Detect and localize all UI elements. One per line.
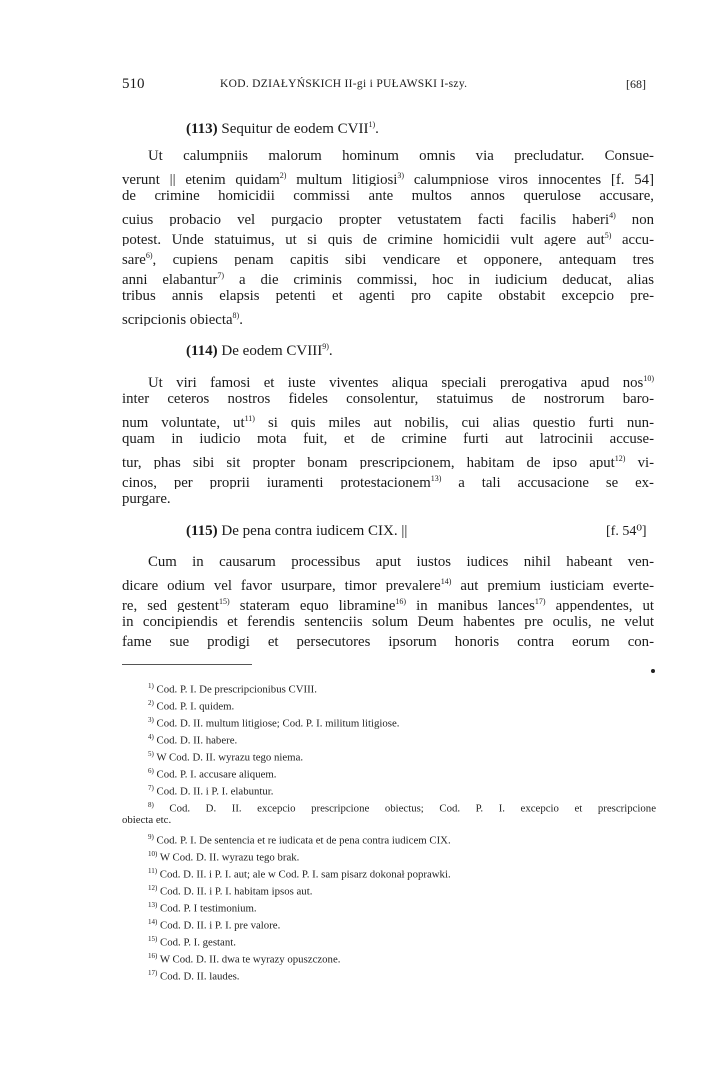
footnote: $^{15)}$ Cod. P. I. gestant. (148, 935, 236, 949)
text-line: Cum in causarum processibus aput iustos iudices nihil habeant ven- (148, 554, 654, 570)
footnote: $^{5)}$ W Cod. D. II. wyrazu tego niema. (148, 750, 304, 764)
text-line: fame sue prodigi et persecutores ipsorum honoris contra eorum con- (122, 634, 654, 650)
section-title: De pena contra iudicem CIX. || (221, 523, 408, 539)
text-line: cinos, per proprii iuramenti protestacionem$^{13)}$ a tali accusacione se ex- (122, 474, 654, 489)
running-title: KOD. DZIAŁYŃSKICH II-gi i PUŁAWSKI I-szy. (220, 78, 468, 90)
footnote: $^{8)}$ Cod. D. II. excepcio prescripcione obiectus; Cod. P. I. excepcio et prescripcione (148, 801, 656, 815)
ink-dot (651, 669, 655, 673)
footnote: $^{2)}$ Cod. P. I. quidem. (148, 699, 235, 713)
text-line: dicare odium vel favor usurpare, timor prevalere$^{14)}$ aut premium iusticiam everte- (122, 577, 654, 592)
footnote: $^{14)}$ Cod. D. II. i P. I. pre valore. (148, 918, 281, 932)
footnote: $^{17)}$ Cod. D. II. laudes. (148, 969, 240, 983)
footnote: $^{3)}$ Cod. D. II. multum litigiose; Cod. P. I. militum litigiose. (148, 716, 400, 730)
text-line: in concipiendis et ferendis sentenciis solum Deum habentes pre oculis, ne velut (122, 614, 654, 630)
section-heading-115 (186, 523, 407, 540)
text-line: verunt || etenim quidam$^{2)}$ multum litigiosi$^{3)}$ calumpniose viros innocentes [f. 54] (122, 171, 654, 186)
section-title: De eodem CVIII (221, 343, 323, 359)
section-title: Sequitur de eodem CVII (221, 121, 369, 137)
text-line: cuius probacio vel purgacio propter vetustatem facti facilis haberi$^{4)}$ non (122, 211, 654, 226)
text-line: potest. Unde statuimus, ut si quis de crimine homicidii vult agere aut$^{5)}$ accu- (122, 231, 654, 246)
text-line: Ut calumpniis malorum hominum omnis via precludatur. Consue- (148, 148, 654, 164)
footnote: $^{4)}$ Cod. D. II. habere. (148, 733, 238, 747)
running-header (0, 76, 720, 98)
footnote: $^{1)}$ Cod. P. I. De prescripcionibus CVIII. (148, 682, 317, 696)
footnote: $^{11)}$ Cod. D. II. i P. I. aut; ale w Cod. P. I. sam pisarz dokonał poprawki. (148, 867, 451, 881)
text-line: re, sed gestent$^{15)}$ stateram equo libramine$^{16)}$ in manibus lances$^{17)}$ appendentes, ut (122, 597, 654, 612)
section-heading-114: (114) De eodem CVIII$^{9)}$. (186, 342, 333, 359)
footnote: $^{7)}$ Cod. D. II. i P. I. elabuntur. (148, 784, 274, 798)
text-line: anni elabantur$^{7)}$ a die criminis commissi, hoc in iudicium deducat, alias (122, 271, 654, 286)
section-heading-113: (113) Sequitur de eodem CVII$^{1)}$. (186, 120, 379, 137)
text-line: inter ceteros nostros fideles consolentur, statuimus de nostrorum baro- (122, 391, 654, 407)
section-number: (115) (186, 523, 218, 539)
section-number: (114) (186, 343, 218, 359)
page-number: 510 (122, 76, 145, 92)
footnote-ref: 9) (322, 342, 329, 351)
footnote-ref: 1) (368, 120, 376, 129)
footnote: $^{12)}$ Cod. D. II. i P. I. habitam ipsos aut. (148, 884, 313, 898)
text-line: tur, phas sibi sit propter bonam prescripcionem, habitam de ipso aput$^{12)}$ vi- (122, 454, 654, 469)
folio-marker: [f. 54⁰] (606, 524, 647, 539)
footnote: $^{6)}$ Cod. P. I. accusare aliquem. (148, 767, 277, 781)
text-line: num voluntate, $ut^{11)}$ si quis miles aut nobilis, cui alias questio furti nun- (122, 414, 654, 429)
folio-number: [68] (626, 77, 646, 91)
text-line: tribus annis elapsis petenti et agenti pro capite obstabit excepcio pre- (122, 288, 654, 304)
footnote-divider (122, 664, 252, 665)
text-line: scripcionis obiecta$^{8)}$. (122, 311, 243, 326)
footnote-continuation: obiecta etc. (122, 814, 172, 826)
footnote: $^{13)}$ Cod. P. I testimonium. (148, 901, 257, 915)
text-line: quam in iudicio mota fuit, et de crimine furti aut latrocinii accuse- (122, 431, 654, 447)
text-line: purgare. (122, 491, 171, 507)
text-line: sare$^{6)}$, cupiens penam capitis sibi vendicare et opponere, antequam tres (122, 251, 654, 266)
footnote: $^{16)}$ W Cod. D. II. dwa te wyrazy opuszczone. (148, 952, 341, 966)
section-number: (113) (186, 121, 218, 137)
footnote: $^{10)}$ W Cod. D. II. wyrazu tego brak. (148, 850, 300, 864)
text-line: Ut viri famosi et iuste viventes aliqua speciali prerogativa apud nos$^{10)}$ (148, 374, 654, 389)
text-line: de crimine homicidii commissi ante multos annos querulose accusare, (122, 188, 654, 204)
footnote: $^{9)}$ Cod. P. I. De sentencia et re iudicata et de pena contra iudicem CIX. (148, 833, 451, 847)
